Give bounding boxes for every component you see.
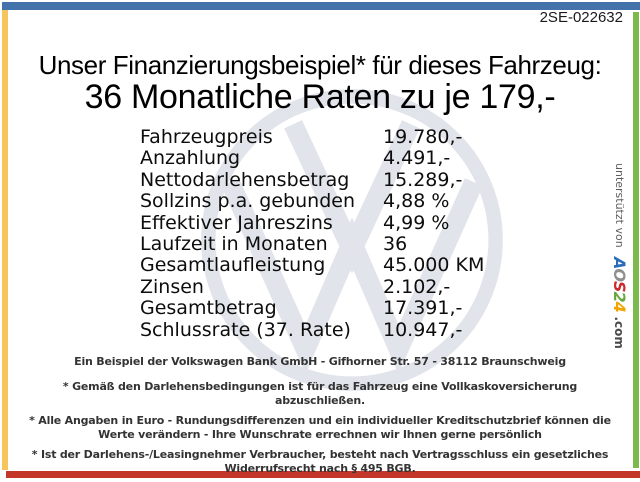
- aos24-logo: [610, 257, 629, 312]
- title-line-2: 36 Monatliche Raten zu je 179,-: [84, 78, 556, 116]
- footnote-withdrawal-right: * Ist der Darlehens-/Leasingnehmer Verbraucher, besteht nach Vertragsschluss ein gesetzliches Widerrufsrecht nach § 495 BGB.: [31, 448, 609, 475]
- aos24-letter: A: [610, 256, 629, 269]
- sponsor-credit: [610, 163, 629, 349]
- table-row: [140, 320, 484, 341]
- table-row: [140, 127, 484, 148]
- row-label: Schlussrate (37. Rate): [140, 318, 351, 341]
- table-row: [140, 213, 484, 234]
- table-row: [140, 298, 484, 319]
- row-label: Gesamtbetrag: [140, 297, 277, 320]
- row-label: Nettodarlehensbetrag: [140, 168, 350, 191]
- aos24-letter: 4: [610, 301, 629, 312]
- row-label: Anzahlung: [140, 147, 241, 170]
- aos24-letter: O: [610, 268, 629, 281]
- table-row: [140, 170, 484, 191]
- row-value: 4,88 %: [383, 190, 450, 213]
- row-label: Gesamtlaufleistung: [140, 254, 326, 277]
- table-row: [140, 277, 484, 298]
- financing-table: [140, 127, 484, 341]
- row-value: 36: [383, 233, 408, 256]
- row-label: Fahrzeugpreis: [140, 126, 273, 148]
- row-label: Laufzeit in Monaten: [140, 233, 328, 256]
- row-value: 4,99 %: [383, 211, 450, 234]
- row-value: 45.000 KM: [383, 254, 485, 277]
- bank-info-line: Ein Beispiel der Volkswagen Bank GmbH - Gifhorner Str. 57 - 38112 Braunschweig: [74, 355, 566, 368]
- row-value: 19.780,-: [383, 126, 463, 148]
- table-row: [140, 255, 484, 276]
- row-label: Sollzins p.a. gebunden: [140, 190, 355, 213]
- table-row: [140, 191, 484, 212]
- row-value: 4.491,-: [383, 147, 451, 170]
- row-value: 2.102,-: [383, 275, 451, 298]
- table-row: [140, 148, 484, 169]
- sponsor-suffix: .com: [612, 316, 626, 349]
- footnote-euro-values: * Alle Angaben in Euro - Rundungsdifferenzen und ein individueller Kreditschutzbrief können die Werte verändern - Ihre Wunschrate errechnen wir Ihnen gerne persönlich: [29, 414, 611, 441]
- row-label: Effektiver Jahreszins: [140, 211, 333, 234]
- row-value: 10.947,-: [383, 318, 463, 341]
- title-line-1: Unser Finanzierungsbeispiel* für dieses Fahrzeug:: [38, 50, 602, 80]
- document-number: 2SE-022632: [539, 9, 623, 26]
- sponsor-prefix: unterstützt von: [613, 163, 626, 248]
- aos24-letter: S: [610, 280, 629, 292]
- footer: [22, 355, 618, 482]
- row-value: 15.289,-: [383, 168, 463, 191]
- table-row: [140, 234, 484, 255]
- aos24-letter: 2: [610, 291, 629, 302]
- row-label: Zinsen: [140, 275, 204, 298]
- footnote-insurance: * Gemäß den Darlehensbedingungen ist für das Fahrzeug eine Vollkaskoversicherung abzuschließen.: [62, 380, 578, 407]
- row-value: 17.391,-: [383, 297, 463, 320]
